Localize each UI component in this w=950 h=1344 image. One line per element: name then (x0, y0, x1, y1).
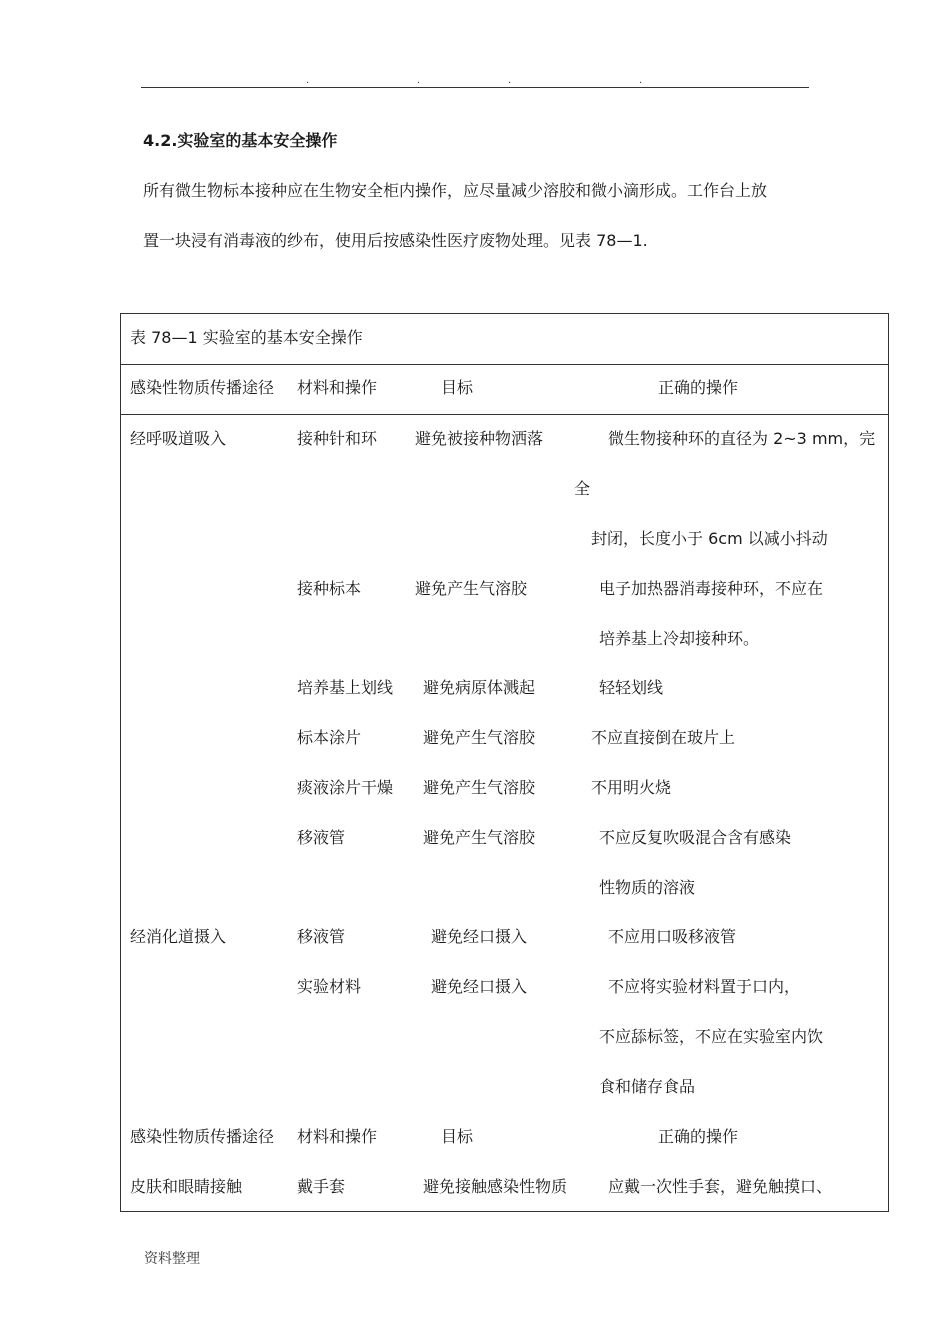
table-cell: 轻轻划线 (599, 678, 664, 697)
table-cell: 食和储存食品 (599, 1077, 696, 1096)
column-header: 感染性物质传播途径 (130, 1127, 275, 1146)
table-cell: 不应直接倒在玻片上 (591, 728, 736, 747)
table-cell: 不用明火烧 (591, 778, 672, 797)
table-cell: 培养基上冷却接种环。 (599, 629, 760, 648)
table-cell: 避免产生气溶胶 (423, 778, 536, 797)
table-cell: 接种针和环 (297, 429, 378, 448)
table-cell: 不应舔标签，不应在实验室内饮 (599, 1027, 824, 1046)
paragraph-line: 置一块浸有消毒液的纱布，使用后按感染性医疗废物处理。见表 78—1. (143, 231, 648, 250)
table-cell: 避免病原体溅起 (423, 678, 536, 697)
table-cell: 培养基上划线 (297, 678, 394, 697)
header-rule (141, 87, 809, 88)
table-cell: 经呼吸道吸入 (130, 429, 227, 448)
page-footer: 资料整理 (144, 1251, 200, 1267)
column-header: 正确的操作 (658, 1127, 739, 1146)
table-cell: 标本涂片 (297, 728, 362, 747)
column-header: 正确的操作 (658, 378, 739, 397)
table-cell: 避免产生气溶胶 (423, 728, 536, 747)
paragraph-line: 所有微生物标本接种应在生物安全柜内操作，应尽量减少溶胶和微小滴形成。工作台上放 (143, 181, 768, 200)
table-cell: 不应将实验材料置于口内， (608, 977, 801, 996)
table-cell: 避免接触感染性物质 (423, 1177, 568, 1196)
table-cell: 避免经口摄入 (431, 977, 528, 996)
header-dot: . (639, 75, 643, 86)
table-cell: 痰液涂片干燥 (297, 778, 394, 797)
header-dot: . (508, 75, 512, 86)
table-cell: 戴手套 (297, 1177, 346, 1196)
column-header: 目标 (441, 1127, 474, 1146)
header-dot: . (417, 75, 421, 86)
table-cell: 微生物接种环的直径为 2~3 mm，完 (608, 429, 876, 448)
table-cell: 封闭，长度小于 6cm 以减小抖动 (591, 529, 828, 548)
column-header: 材料和操作 (297, 378, 378, 397)
table-cell: 不应用口吸移液管 (608, 927, 737, 946)
table-cell: 避免产生气溶胶 (415, 579, 528, 598)
column-header: 感染性物质传播途径 (130, 378, 275, 397)
table-cell: 全 (574, 479, 591, 498)
column-header: 材料和操作 (297, 1127, 378, 1146)
table-cell: 性物质的溶液 (599, 878, 696, 897)
table-cell: 移液管 (297, 828, 346, 847)
column-header: 目标 (441, 378, 474, 397)
section-title: 4.2.实验室的基本安全操作 (143, 131, 338, 150)
table-caption: 表 78—1 实验室的基本安全操作 (130, 328, 363, 347)
header-dot: . (306, 75, 310, 86)
table-cell: 不应反复吹吸混合含有感染 (599, 828, 792, 847)
table-cell: 避免经口摄入 (431, 927, 528, 946)
table-cell: 经消化道摄入 (130, 927, 227, 946)
table-cell: 电子加热器消毒接种环，不应在 (599, 579, 824, 598)
table-divider (120, 414, 889, 415)
table-divider (120, 364, 889, 365)
table-cell: 移液管 (297, 927, 346, 946)
table-cell: 避免产生气溶胶 (423, 828, 536, 847)
table-cell: 应戴一次性手套，避免触摸口、 (608, 1177, 833, 1196)
table-cell: 接种标本 (297, 579, 362, 598)
table-cell: 实验材料 (297, 977, 362, 996)
table-cell: 皮肤和眼睛接触 (130, 1177, 243, 1196)
table-cell: 避免被接种物洒落 (415, 429, 544, 448)
